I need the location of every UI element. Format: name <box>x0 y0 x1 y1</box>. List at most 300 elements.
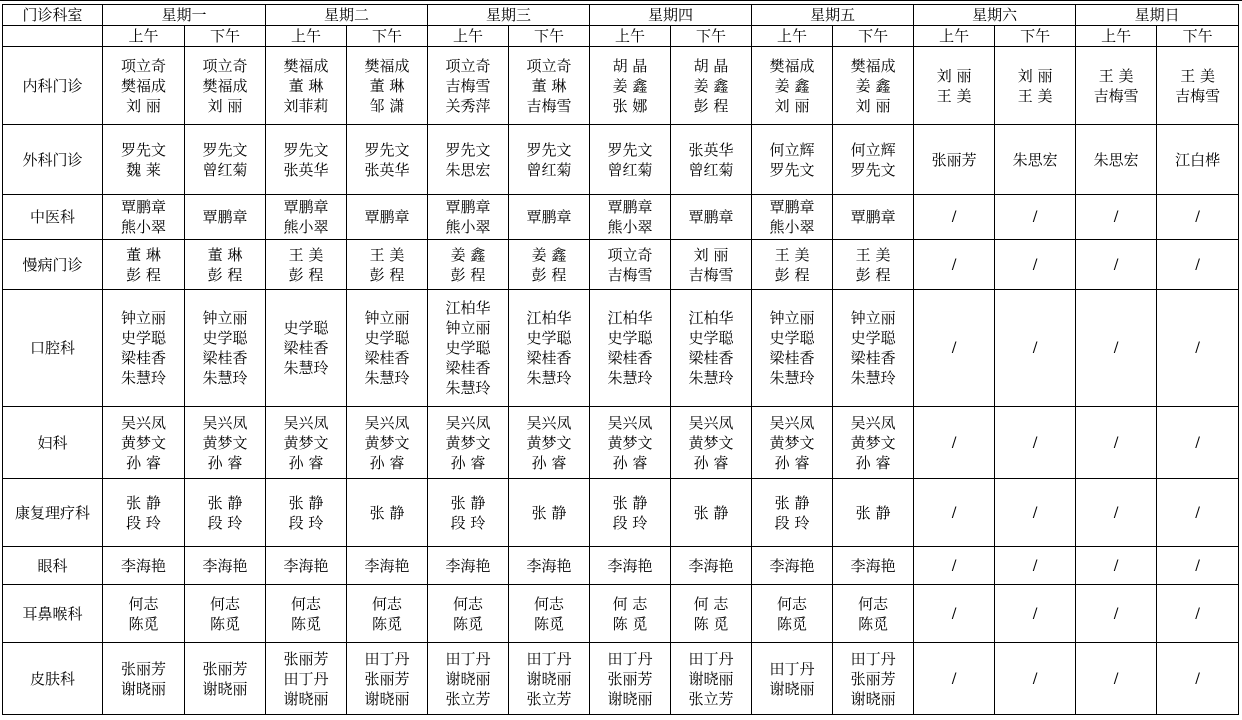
doctor-name: 史学聪 <box>688 329 734 347</box>
doctor-name: 刘 丽 <box>936 66 972 85</box>
doctor-name: 罗先文 <box>526 140 572 159</box>
doctor-name: 钟立丽 <box>364 309 410 327</box>
shift-cell <box>347 240 428 290</box>
doctor-name: 何志 <box>372 594 403 613</box>
shift-cell <box>914 547 995 585</box>
no-shift-mark: / <box>1195 340 1200 356</box>
doctor-name: 张立芳 <box>445 689 491 708</box>
doctor-name: 史学聪 <box>526 329 572 347</box>
shift-cell <box>509 125 590 195</box>
shift-cell <box>590 407 671 479</box>
doctor-name: 王 美 <box>1180 66 1215 85</box>
doctor-name: 黄梦文 <box>364 433 410 452</box>
doctor-name: 谢晓丽 <box>283 689 329 708</box>
shift-cell <box>1076 547 1157 585</box>
doctor-name: 朱慧玲 <box>850 369 896 387</box>
slot-header: 下午 <box>185 26 266 47</box>
doctor-name: 黄梦文 <box>202 433 248 452</box>
shift-cell <box>103 195 185 240</box>
day-header: 星期三 <box>428 5 590 26</box>
doctor-name: 陈觅 <box>777 614 808 633</box>
no-shift-mark: / <box>1113 209 1119 225</box>
doctor-name: 姜 鑫 <box>612 76 648 95</box>
shift-cell <box>1076 240 1157 290</box>
doctor-name: 熊小翠 <box>445 218 491 236</box>
doctor-name: 吴兴凤 <box>526 413 572 432</box>
doctor-name: 曾红菊 <box>202 160 248 179</box>
doctor-name: 陈觅 <box>128 614 159 633</box>
no-shift-mark: / <box>951 670 957 687</box>
doctor-name: 李海艳 <box>607 556 653 575</box>
doctor-name: 刘 丽 <box>855 96 891 115</box>
doctor-name: 史学聪 <box>364 329 410 347</box>
doctor-name: 钟立丽 <box>445 319 491 337</box>
shift-cell <box>995 47 1076 125</box>
doctor-name: 谢晓丽 <box>850 689 896 708</box>
doctor-name: 吉梅雪 <box>1093 86 1139 105</box>
doctor-name: 谢晓丽 <box>364 689 410 708</box>
shift-cell <box>103 125 185 195</box>
shift-cell <box>266 407 347 479</box>
shift-cell <box>509 585 590 643</box>
doctor-name: 彭 程 <box>855 265 891 284</box>
doctor-name: 朱慧玲 <box>688 369 734 387</box>
slot-header: 下午 <box>347 26 428 47</box>
shift-cell <box>914 290 995 407</box>
doctor-name: 何志 <box>128 594 159 613</box>
doctor-name: 梁桂香 <box>769 349 815 367</box>
shift-cell <box>752 195 833 240</box>
doctor-name: 吉梅雪 <box>445 76 491 95</box>
shift-cell <box>185 479 266 547</box>
no-shift-mark: / <box>1032 256 1038 273</box>
slot-header: 上午 <box>266 26 347 47</box>
doctor-name: 樊福成 <box>120 76 166 95</box>
doctor-name: 王 美 <box>369 245 405 264</box>
doctor-name: 吴兴凤 <box>202 413 248 432</box>
doctor-name: 何志 <box>210 594 241 613</box>
doctor-name: 孙 睿 <box>450 453 486 472</box>
shift-cell <box>590 479 671 547</box>
doctor-name: 项立奇 <box>120 56 166 75</box>
doctor-name: 姜 鑫 <box>450 245 486 264</box>
doctor-name: 张 静 <box>369 503 405 522</box>
shift-cell <box>833 195 914 240</box>
shift-cell <box>347 195 428 240</box>
shift-cell <box>347 290 428 407</box>
no-shift-mark: / <box>1195 557 1200 574</box>
no-shift-mark: / <box>951 557 957 574</box>
shift-cell <box>103 547 185 585</box>
no-shift-mark: / <box>1113 256 1119 273</box>
doctor-name: 吉梅雪 <box>1175 86 1221 105</box>
doctor-name: 谢晓丽 <box>202 679 248 698</box>
shift-cell <box>428 585 509 643</box>
doctor-name: 陈觅 <box>210 614 241 633</box>
shift-cell <box>509 195 590 240</box>
doctor-name: 黄梦文 <box>445 433 491 452</box>
shift-cell <box>266 290 347 407</box>
shift-cell <box>266 195 347 240</box>
doctor-name: 田丁丹 <box>688 649 734 668</box>
doctor-name: 梁桂香 <box>688 349 734 367</box>
day-header: 星期五 <box>752 5 914 26</box>
doctor-name: 樊福成 <box>283 56 329 75</box>
shift-cell <box>590 547 671 585</box>
slot-header: 上午 <box>752 26 833 47</box>
shift-cell <box>914 125 995 195</box>
shift-cell <box>752 585 833 643</box>
no-shift-mark: / <box>1195 434 1200 451</box>
shift-cell <box>185 643 266 715</box>
doctor-name: 项立奇 <box>526 56 572 75</box>
shift-cell <box>671 125 752 195</box>
doctor-name: 梁桂香 <box>202 349 248 367</box>
dept-row <box>3 479 1239 547</box>
doctor-name: 田丁丹 <box>607 649 653 668</box>
doctor-name: 彭 程 <box>207 265 243 284</box>
doctor-name: 张英华 <box>364 160 410 179</box>
dept-name: 康复理疗科 <box>3 479 103 547</box>
no-shift-mark: / <box>951 209 957 225</box>
doctor-name: 吴兴凤 <box>445 413 491 432</box>
dept-row <box>3 585 1239 643</box>
no-shift-mark: / <box>1032 504 1038 521</box>
doctor-name: 刘 丽 <box>207 96 243 115</box>
doctor-name: 张丽芳 <box>283 649 329 668</box>
shift-cell <box>185 125 266 195</box>
doctor-name: 史学聪 <box>607 329 653 347</box>
doctor-name: 田丁丹 <box>283 669 329 688</box>
shift-cell <box>995 290 1076 407</box>
doctor-name: 樊福成 <box>202 76 248 95</box>
dept-header: 门诊科室 <box>3 5 103 26</box>
doctor-name: 关秀萍 <box>445 96 491 115</box>
shift-cell <box>752 125 833 195</box>
doctor-name: 罗先文 <box>445 140 491 159</box>
doctor-name: 张 静 <box>288 493 324 512</box>
shift-cell <box>103 643 185 715</box>
doctor-name: 董 琳 <box>207 245 243 264</box>
doctor-name: 覃鹏章 <box>283 198 329 216</box>
dept-name: 外科门诊 <box>3 125 103 195</box>
doctor-name: 史学聪 <box>850 329 896 347</box>
doctor-name: 罗先文 <box>607 140 653 159</box>
shift-cell <box>509 407 590 479</box>
schedule-body <box>3 47 1239 715</box>
shift-cell <box>428 195 509 240</box>
shift-cell <box>914 479 995 547</box>
no-shift-mark: / <box>1032 670 1038 687</box>
doctor-name: 张 静 <box>855 503 891 522</box>
doctor-name: 王 美 <box>1098 66 1134 85</box>
shift-cell <box>914 47 995 125</box>
doctor-name: 史学聪 <box>283 319 329 337</box>
shift-cell <box>833 290 914 407</box>
doctor-name: 姜 鑫 <box>774 76 810 95</box>
doctor-name: 姜 鑫 <box>693 76 729 95</box>
day-header-row <box>3 5 1239 26</box>
shift-cell <box>185 585 266 643</box>
no-shift-mark: / <box>1195 209 1200 225</box>
shift-cell <box>590 585 671 643</box>
shift-cell <box>1157 479 1239 547</box>
shift-cell <box>1076 195 1157 240</box>
doctor-name: 谢晓丽 <box>120 679 166 698</box>
no-shift-mark: / <box>1113 504 1119 521</box>
doctor-name: 陈觅 <box>372 614 403 633</box>
day-header: 星期六 <box>914 5 1076 26</box>
dept-name: 耳鼻喉科 <box>3 585 103 643</box>
doctor-name: 孙 睿 <box>612 453 648 472</box>
doctor-name: 梁桂香 <box>607 349 653 367</box>
shift-cell <box>266 585 347 643</box>
doctor-name: 曾红菊 <box>526 160 572 179</box>
shift-cell <box>590 195 671 240</box>
doctor-name: 江柏华 <box>607 309 653 327</box>
shift-cell <box>509 240 590 290</box>
doctor-name: 谢晓丽 <box>688 669 734 688</box>
doctor-name: 段 玲 <box>774 513 810 532</box>
doctor-name: 刘菲莉 <box>283 96 329 115</box>
doctor-name: 史学聪 <box>202 329 248 347</box>
doctor-name: 曾红菊 <box>688 160 734 179</box>
no-shift-mark: / <box>1195 605 1200 622</box>
doctor-name: 吴兴凤 <box>607 413 653 432</box>
doctor-name: 吴兴凤 <box>283 413 329 432</box>
no-shift-mark: / <box>951 340 957 356</box>
shift-cell <box>185 290 266 407</box>
shift-cell <box>428 125 509 195</box>
doctor-name: 罗先文 <box>283 140 329 159</box>
doctor-name: 彭 程 <box>126 265 161 284</box>
doctor-name: 黄梦文 <box>120 433 166 452</box>
shift-cell <box>347 407 428 479</box>
doctor-name: 孙 睿 <box>288 453 324 472</box>
shift-cell <box>752 47 833 125</box>
doctor-name: 吉梅雪 <box>526 96 572 115</box>
doctor-name: 史学聪 <box>445 339 491 357</box>
shift-cell <box>995 547 1076 585</box>
no-shift-mark: / <box>1032 340 1038 356</box>
doctor-name: 刘 丽 <box>774 96 810 115</box>
shift-cell <box>671 407 752 479</box>
doctor-name: 朱慧玲 <box>445 379 491 397</box>
doctor-name: 熊小翠 <box>120 218 166 236</box>
doctor-name: 梁桂香 <box>283 339 329 357</box>
dept-name: 口腔科 <box>3 290 103 407</box>
doctor-name: 何立辉 <box>850 140 896 159</box>
doctor-name: 段 玲 <box>612 513 648 532</box>
doctor-name: 张丽芳 <box>607 669 653 688</box>
doctor-name: 张丽芳 <box>120 659 166 678</box>
doctor-name: 项立奇 <box>202 56 248 75</box>
doctor-name: 覃鹏章 <box>607 198 653 216</box>
shift-cell <box>1076 407 1157 479</box>
doctor-name: 陈 觅 <box>612 614 648 633</box>
doctor-name: 钟立丽 <box>202 309 248 327</box>
doctor-name: 覃鹏章 <box>526 208 572 226</box>
doctor-name: 梁桂香 <box>364 349 410 367</box>
doctor-name: 项立奇 <box>445 56 491 75</box>
slot-header: 下午 <box>833 26 914 47</box>
shift-cell <box>1157 240 1239 290</box>
doctor-name: 钟立丽 <box>850 309 896 327</box>
doctor-name: 吉梅雪 <box>688 265 734 284</box>
doctor-name: 张 静 <box>612 493 648 512</box>
doctor-name: 陈觅 <box>858 614 889 633</box>
doctor-name: 张 静 <box>693 503 729 522</box>
doctor-name: 何志 <box>858 594 889 613</box>
doctor-name: 何 志 <box>693 594 729 613</box>
dept-row <box>3 47 1239 125</box>
shift-cell <box>185 195 266 240</box>
shift-cell <box>103 479 185 547</box>
shift-cell <box>266 479 347 547</box>
doctor-name: 孙 睿 <box>207 453 243 472</box>
shift-cell <box>995 479 1076 547</box>
shift-cell <box>752 547 833 585</box>
doctor-name: 朱思宏 <box>1093 150 1139 169</box>
no-shift-mark: / <box>951 434 957 451</box>
doctor-name: 张丽芳 <box>931 150 977 169</box>
no-shift-mark: / <box>1032 434 1038 451</box>
doctor-name: 李海艳 <box>850 556 896 575</box>
shift-cell <box>590 125 671 195</box>
doctor-name: 董 琳 <box>126 245 161 264</box>
doctor-name: 吴兴凤 <box>120 413 166 432</box>
shift-cell <box>1076 290 1157 407</box>
doctor-name: 陈觅 <box>534 614 565 633</box>
shift-cell <box>347 547 428 585</box>
doctor-name: 董 琳 <box>531 76 567 95</box>
doctor-name: 江柏华 <box>445 299 491 317</box>
day-header: 星期日 <box>1076 5 1239 26</box>
doctor-name: 董 琳 <box>288 76 324 95</box>
doctor-name: 张 静 <box>774 493 810 512</box>
shift-cell <box>103 585 185 643</box>
slot-header: 上午 <box>103 26 185 47</box>
shift-cell <box>1076 585 1157 643</box>
doctor-name: 黄梦文 <box>850 433 896 452</box>
shift-cell <box>1157 585 1239 643</box>
doctor-name: 钟立丽 <box>769 309 815 327</box>
doctor-name: 段 玲 <box>126 513 161 532</box>
shift-cell <box>995 585 1076 643</box>
shift-cell <box>1076 47 1157 125</box>
day-header: 星期四 <box>590 5 752 26</box>
doctor-name: 吴兴凤 <box>688 413 734 432</box>
slot-header: 上午 <box>590 26 671 47</box>
no-shift-mark: / <box>1113 557 1119 574</box>
doctor-name: 段 玲 <box>288 513 324 532</box>
no-shift-mark: / <box>1032 209 1038 225</box>
doctor-name: 吉梅雪 <box>607 265 653 284</box>
shift-cell <box>914 407 995 479</box>
doctor-name: 李海艳 <box>526 556 572 575</box>
doctor-name: 孙 睿 <box>855 453 891 472</box>
doctor-name: 朱慧玲 <box>120 369 166 387</box>
shift-cell <box>266 547 347 585</box>
doctor-name: 江白桦 <box>1175 150 1221 169</box>
doctor-name: 李海艳 <box>769 556 815 575</box>
shift-cell <box>995 125 1076 195</box>
doctor-name: 张 静 <box>207 493 243 512</box>
shift-cell <box>914 240 995 290</box>
shift-cell <box>914 585 995 643</box>
doctor-name: 张英华 <box>283 160 329 179</box>
shift-cell <box>671 643 752 715</box>
doctor-name: 王 美 <box>288 245 324 264</box>
shift-cell <box>833 240 914 290</box>
no-shift-mark: / <box>951 504 957 521</box>
slot-header: 下午 <box>671 26 752 47</box>
doctor-name: 覃鹏章 <box>688 208 734 226</box>
doctor-name: 江柏华 <box>688 309 734 327</box>
doctor-name: 陈觅 <box>291 614 322 633</box>
shift-cell <box>1157 407 1239 479</box>
dept-name: 中医科 <box>3 195 103 240</box>
shift-cell <box>266 643 347 715</box>
doctor-name: 张丽芳 <box>850 669 896 688</box>
shift-cell <box>995 643 1076 715</box>
doctor-name: 刘 丽 <box>1017 66 1053 85</box>
doctor-name: 覃鹏章 <box>202 208 248 226</box>
doctor-name: 王 美 <box>774 245 810 264</box>
shift-cell <box>590 47 671 125</box>
doctor-name: 李海艳 <box>120 556 166 575</box>
shift-cell <box>428 47 509 125</box>
doctor-name: 覃鹏章 <box>850 208 896 226</box>
shift-cell <box>671 585 752 643</box>
shift-cell <box>833 547 914 585</box>
shift-cell <box>185 547 266 585</box>
doctor-name: 张英华 <box>688 140 734 159</box>
doctor-name: 梁桂香 <box>445 359 491 377</box>
slot-header: 上午 <box>428 26 509 47</box>
doctor-name: 何志 <box>453 594 484 613</box>
doctor-name: 彭 程 <box>369 265 405 284</box>
shift-cell <box>185 240 266 290</box>
doctor-name: 孙 睿 <box>774 453 810 472</box>
doctor-name: 何志 <box>291 594 322 613</box>
doctor-name: 谢晓丽 <box>445 669 491 688</box>
shift-cell <box>914 643 995 715</box>
doctor-name: 姜 鑫 <box>531 245 567 264</box>
doctor-name: 陈觅 <box>453 614 484 633</box>
shift-cell <box>671 240 752 290</box>
doctor-name: 田丁丹 <box>769 659 815 678</box>
shift-cell <box>590 290 671 407</box>
doctor-name: 田丁丹 <box>850 649 896 668</box>
shift-cell <box>1157 547 1239 585</box>
doctor-name: 李海艳 <box>445 556 491 575</box>
slot-header: 上午 <box>914 26 995 47</box>
doctor-name: 彭 程 <box>774 265 810 284</box>
doctor-name: 田丁丹 <box>526 649 572 668</box>
doctor-name: 钟立丽 <box>120 309 166 327</box>
doctor-name: 田丁丹 <box>445 649 491 668</box>
doctor-name: 李海艳 <box>202 556 248 575</box>
shift-cell <box>266 47 347 125</box>
doctor-name: 彭 程 <box>450 265 486 284</box>
slot-header-row <box>3 26 1239 47</box>
shift-cell <box>509 47 590 125</box>
doctor-name: 熊小翠 <box>769 218 815 236</box>
dept-row <box>3 290 1239 407</box>
doctor-name: 张立芳 <box>688 689 734 708</box>
shift-cell <box>995 407 1076 479</box>
